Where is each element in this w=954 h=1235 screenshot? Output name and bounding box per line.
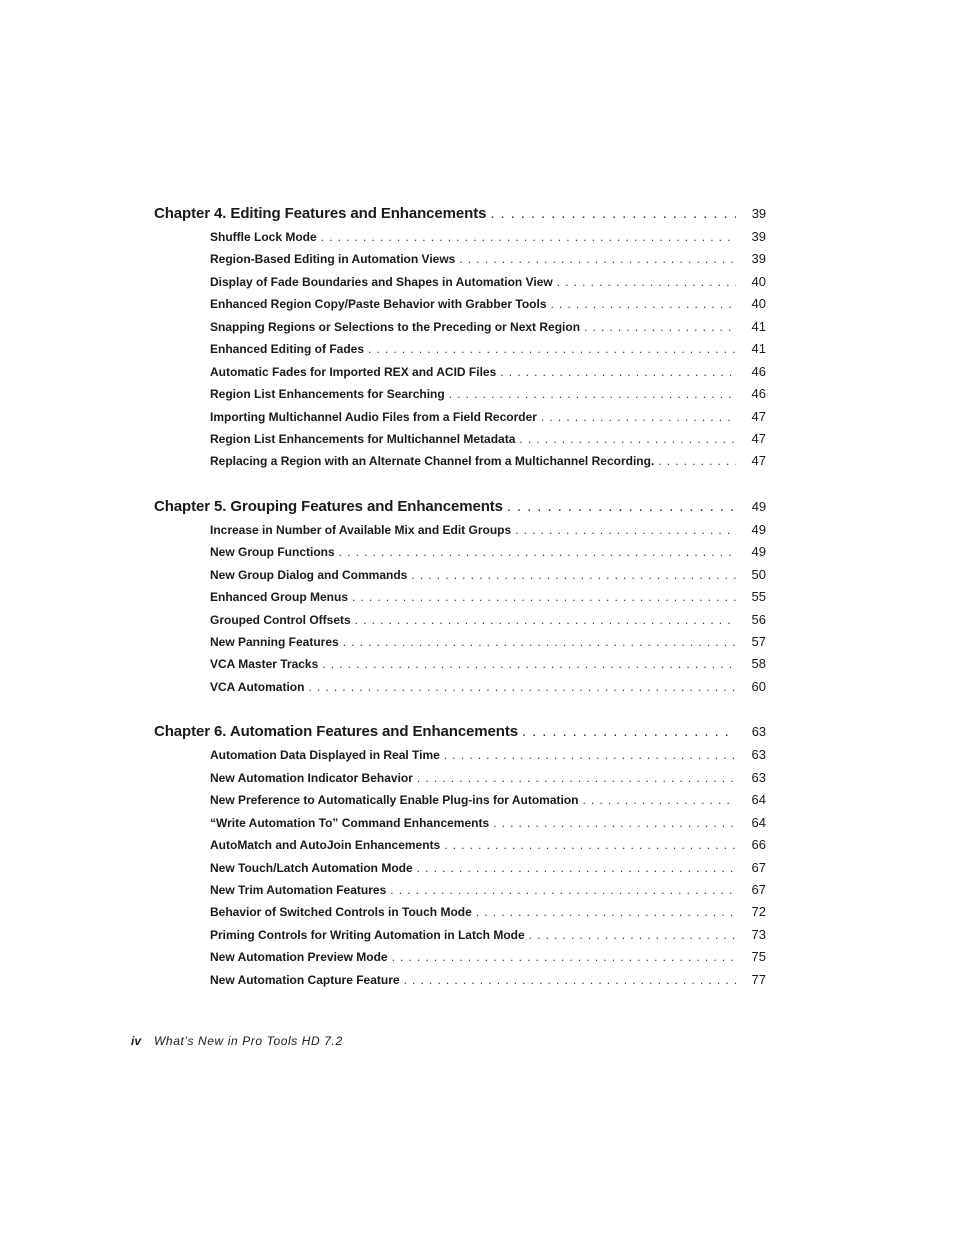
- page-number: 64: [751, 814, 766, 830]
- chapter-5: [154, 498, 766, 702]
- page-number: 46: [751, 386, 766, 402]
- page-number: 50: [751, 566, 766, 582]
- dot-leader: [541, 410, 736, 424]
- toc-entry[interactable]: [154, 634, 766, 656]
- page-number: 47: [751, 408, 766, 424]
- toc-entry[interactable]: [154, 409, 766, 431]
- dot-leader: [343, 635, 736, 649]
- toc-entry[interactable]: [154, 386, 766, 408]
- folio-number: iv: [131, 1034, 142, 1048]
- page-number: 39: [751, 229, 766, 244]
- entry-title: New Panning Features: [210, 635, 339, 649]
- toc-entry[interactable]: [154, 296, 766, 318]
- dot-leader: [493, 816, 736, 830]
- dot-leader: [355, 613, 736, 627]
- page-number: 56: [751, 611, 766, 627]
- dot-leader: [515, 523, 736, 537]
- page-number: 41: [751, 318, 766, 334]
- chapter-4: [154, 205, 766, 476]
- toc-entry[interactable]: [154, 770, 766, 792]
- entry-title: New Touch/Latch Automation Mode: [210, 860, 413, 875]
- dot-leader: [583, 793, 736, 807]
- entry-title: Automation Data Displayed in Real Time: [210, 748, 440, 763]
- section-list: [154, 229, 766, 476]
- page-number: 77: [751, 971, 766, 987]
- entry-title: New Automation Indicator Behavior: [210, 770, 413, 785]
- toc-entry[interactable]: [154, 453, 766, 475]
- entry-title: Automatic Fades for Imported REX and ACID Files: [210, 364, 497, 379]
- entry-title: New Group Functions: [210, 545, 335, 560]
- book-title: What’s New in Pro Tools HD 7.2: [154, 1034, 343, 1048]
- entry-title: Shuffle Lock Mode: [210, 230, 317, 244]
- dot-leader: [322, 657, 736, 671]
- entry-title: Increase in Number of Available Mix and Edit Groups: [210, 522, 512, 537]
- page-number: 49: [751, 498, 766, 514]
- dot-leader: [339, 545, 736, 559]
- toc-entry[interactable]: [154, 229, 766, 251]
- chapter-title: Chapter 4. Editing Features and Enhancements: [154, 205, 487, 222]
- dot-leader: [308, 680, 736, 694]
- toc-entry[interactable]: [154, 927, 766, 949]
- page-number: 40: [751, 273, 766, 289]
- section-list: [154, 747, 766, 994]
- toc-entry[interactable]: [154, 904, 766, 926]
- page-number: 39: [751, 251, 766, 267]
- toc-entry[interactable]: [154, 972, 766, 994]
- dot-leader: [519, 432, 736, 446]
- page-number: 63: [751, 747, 766, 763]
- toc-entry[interactable]: [154, 544, 766, 566]
- chapter-title: Chapter 5. Grouping Features and Enhancements: [154, 497, 503, 515]
- entry-title: Behavior of Switched Controls in Touch Mode: [210, 905, 472, 920]
- entry-title: Enhanced Region Copy/Paste Behavior with Grabber Tools: [210, 297, 547, 312]
- entry-title: Importing Multichannel Audio Files from a Field Recorder: [210, 409, 537, 424]
- dot-leader: [444, 748, 736, 762]
- chapter-heading-row[interactable]: [154, 498, 766, 520]
- dot-leader: [417, 771, 736, 785]
- toc-entry[interactable]: [154, 319, 766, 341]
- entry-title: New Group Dialog and Commands: [210, 567, 408, 582]
- page-number: 64: [751, 792, 766, 808]
- toc-entry[interactable]: [154, 274, 766, 296]
- toc-entry[interactable]: [154, 522, 766, 544]
- dot-leader: [658, 454, 736, 468]
- entry-title: “Write Automation To” Command Enhancements: [210, 815, 490, 830]
- dot-leader: [476, 905, 736, 919]
- entry-title: New Automation Preview Mode: [210, 950, 388, 965]
- entry-title: New Automation Capture Feature: [210, 972, 400, 987]
- chapter-title: Chapter 6. Automation Features and Enhancements: [154, 723, 518, 741]
- dot-leader: [490, 205, 736, 222]
- toc-entry[interactable]: [154, 612, 766, 634]
- entry-title: Snapping Regions or Selections to the Preceding or Next Region: [210, 319, 581, 334]
- page-number: 46: [751, 363, 766, 379]
- page-number: 41: [751, 341, 766, 357]
- dot-leader: [411, 568, 736, 582]
- entry-title: Priming Controls for Writing Automation in Latch Mode: [210, 927, 525, 942]
- dot-leader: [392, 950, 736, 964]
- chapter-6: [154, 723, 766, 994]
- page-number: 67: [751, 859, 766, 875]
- entry-title: Region-Based Editing in Automation Views: [210, 252, 456, 267]
- page-number: 58: [751, 656, 766, 672]
- page-number: 39: [751, 206, 766, 221]
- toc-entry[interactable]: [154, 589, 766, 611]
- toc-entry[interactable]: [154, 567, 766, 589]
- dot-leader: [551, 297, 736, 311]
- dot-leader: [390, 883, 736, 897]
- entry-title: Enhanced Editing of Fades: [210, 342, 365, 357]
- toc-entry[interactable]: [154, 815, 766, 837]
- page-number: 73: [751, 926, 766, 942]
- toc-entry[interactable]: [154, 860, 766, 882]
- page-number: 49: [751, 544, 766, 560]
- toc-entry[interactable]: [154, 656, 766, 678]
- dot-leader: [449, 387, 736, 401]
- toc-entry[interactable]: [154, 364, 766, 386]
- dot-leader: [557, 275, 736, 289]
- dot-leader: [507, 498, 736, 515]
- toc-entry[interactable]: [154, 882, 766, 904]
- entry-title: Enhanced Group Menus: [210, 590, 349, 605]
- entry-title: New Preference to Automatically Enable Plug-ins for Automation: [210, 793, 579, 808]
- page-number: 63: [751, 769, 766, 785]
- chapter-heading-row[interactable]: [154, 723, 766, 745]
- page-number: 72: [751, 904, 766, 920]
- toc-entry[interactable]: [154, 341, 766, 363]
- toc-entry[interactable]: [154, 251, 766, 273]
- page-number: 47: [751, 453, 766, 469]
- page-footer: [131, 1034, 343, 1048]
- dot-leader: [500, 365, 736, 379]
- entry-title: AutoMatch and AutoJoin Enhancements: [210, 838, 441, 853]
- page-number: 57: [751, 634, 766, 649]
- toc-entry[interactable]: [154, 747, 766, 769]
- entry-title: Region List Enhancements for Multichannel Metadata: [210, 431, 516, 446]
- page-number: 75: [751, 949, 766, 965]
- toc-entry[interactable]: [154, 431, 766, 453]
- entry-title: New Trim Automation Features: [210, 882, 387, 897]
- page-number: 47: [751, 430, 766, 446]
- entry-title: Grouped Control Offsets: [210, 612, 351, 627]
- page-number: 63: [751, 724, 766, 740]
- entry-title: Display of Fade Boundaries and Shapes in Automation View: [210, 274, 553, 289]
- table-of-contents: [154, 205, 766, 1016]
- dot-leader: [459, 252, 736, 266]
- toc-entry[interactable]: [154, 837, 766, 859]
- chapter-heading-row[interactable]: [154, 205, 766, 227]
- dot-leader: [368, 342, 736, 356]
- dot-leader: [522, 723, 736, 740]
- dot-leader: [444, 838, 736, 852]
- dot-leader: [417, 861, 736, 875]
- page-number: 66: [751, 837, 766, 853]
- page-number: 49: [751, 521, 766, 537]
- page-number: 55: [751, 589, 766, 605]
- toc-entry[interactable]: [154, 949, 766, 971]
- entry-title: VCA Master Tracks: [210, 657, 319, 672]
- page-number: 67: [751, 881, 766, 897]
- dot-leader: [584, 320, 736, 334]
- entry-title: Region List Enhancements for Searching: [210, 387, 445, 402]
- dot-leader: [321, 230, 736, 244]
- page-number: 60: [751, 678, 766, 694]
- toc-entry[interactable]: [154, 679, 766, 701]
- toc-entry[interactable]: [154, 792, 766, 814]
- dot-leader: [404, 973, 736, 987]
- dot-leader: [352, 590, 736, 604]
- entry-title: Replacing a Region with an Alternate Channel from a Multichannel Recording.: [210, 454, 655, 469]
- section-list: [154, 522, 766, 702]
- page-number: 40: [751, 296, 766, 312]
- dot-leader: [529, 928, 736, 942]
- entry-title: VCA Automation: [210, 679, 305, 694]
